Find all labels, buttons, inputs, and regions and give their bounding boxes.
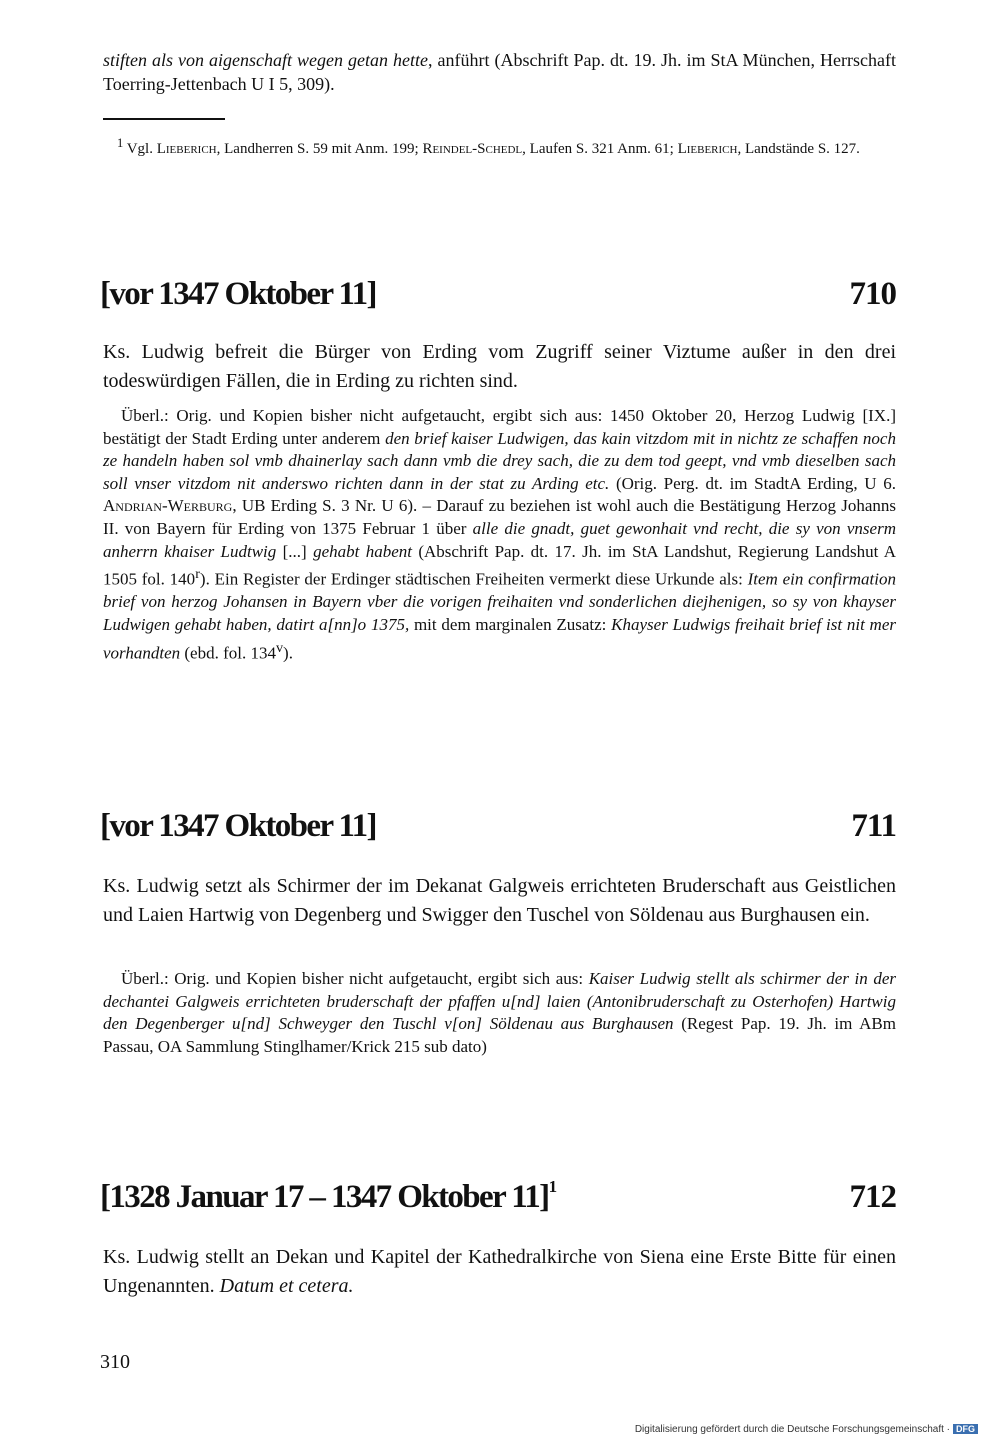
folio-side: r bbox=[195, 566, 200, 583]
note-quote: Khayser Ludwigs freihait brief ist nit mer vorhandten bbox=[103, 615, 896, 663]
note-text: (Regest Pap. 19. Jh. im ABm Passau, OA Sammlung Stinglhamer/Krick 215 sub dato) bbox=[103, 1014, 896, 1056]
dfg-logo: DFG bbox=[953, 1424, 978, 1434]
note-quote: Item ein confirmation brief von herzog Johansen in Bayern vber die vorigen freihaiten vnd sonderlichen diejhenigen, so sy von khayser Ludwigen gehabt haben, datirt a[nn]o 1375, bbox=[103, 569, 896, 634]
note-text: (Abschrift Pap. dt. 17. Jh. im StA Landshut, Regierung Landshut A 1505 fol. 140 bbox=[103, 541, 897, 589]
carryover-rest: , anführt (Abschrift Pap. dt. 19. Jh. im StA München, Herrschaft Toerring-Jettenbach U I 5, 309). bbox=[103, 50, 897, 94]
note-quote: alle die gnadt, guet gewonhait vnd recht, die sy von vnserm anherrn khaiser Ludtwig bbox=[103, 518, 896, 561]
footnote-ref: 1 bbox=[548, 1177, 556, 1196]
regest-italic: Datum et cetera. bbox=[219, 1275, 354, 1297]
note-text: Überl.: Orig. und Kopien bisher nicht aufgetaucht, ergibt sich aus: 1450 Oktober 20, Herzog Ludwig [IX.] bestätigt der Stadt Erding unter anderem bbox=[103, 406, 896, 448]
entry-regest-710: Ks. Ludwig befreit die Bürger von Erding vom Zugriff seiner Viztume außer in den drei todeswürdigen Fällen, die in Erding zu richten sind. bbox=[103, 341, 896, 392]
entry-number: 710 bbox=[849, 276, 896, 312]
note-author: Andrian-Werburg bbox=[103, 496, 233, 516]
note-text: ). bbox=[283, 643, 293, 663]
entry-header-712 bbox=[100, 1179, 896, 1227]
note-text: (Orig. Perg. dt. im StadtA Erding, U 6. bbox=[609, 473, 896, 493]
footnote-marker: 1 bbox=[117, 136, 124, 150]
carryover-italic: stiften als von aigenschaft wegen getan hette bbox=[103, 50, 428, 70]
footnote-rule bbox=[103, 118, 225, 120]
entry-date: [vor 1347 Oktober 11] bbox=[100, 276, 376, 312]
footnote-text: , Laufen S. 321 Anm. 61; bbox=[522, 141, 678, 157]
note-text: , UB Erding S. 3 Nr. U 6). – Darauf zu beziehen ist wohl auch die Bestätigung Herzog Johanns II. von Bayern für Erding von 1375 Februar 1 über bbox=[103, 496, 896, 538]
entry-number: 712 bbox=[849, 1179, 896, 1215]
note-quote: den brief kaiser Ludwigen, das kain vitzdom mit in nichtz ze schaffen noch ze handeln haben sol vmb dhainerlay sach dann vmb die drey sach, die zu dem tod geept, vnd vmb dieselben sach soll vnser vitzdom nit anderswo richten dann in der stat zu Arding etc. bbox=[103, 428, 896, 493]
note-quote: gehabt habent bbox=[313, 541, 412, 561]
note-text: Überl.: Orig. und Kopien bisher nicht aufgetaucht, ergibt sich aus: bbox=[121, 969, 589, 988]
footnote-text: Vgl. bbox=[123, 141, 157, 157]
footer-text: Digitalisierung gefördert durch die Deutsche Forschungsgemeinschaft · bbox=[634, 1424, 950, 1435]
regest-text: Ks. Ludwig stellt an Dekan und Kapitel der Kathedralkirche von Siena eine Erste Bitte für einen Ungenannten. bbox=[103, 1246, 896, 1297]
page-number: 310 bbox=[100, 1351, 130, 1373]
footnote-author: Reindel-Schedl bbox=[422, 141, 523, 157]
funding-footer bbox=[635, 1424, 978, 1435]
entry-date bbox=[100, 1179, 555, 1216]
footnote-author: Lieberich bbox=[677, 141, 738, 157]
footnote bbox=[103, 132, 896, 160]
entry-regest-711: Ks. Ludwig setzt als Schirmer der im Dekanat Galgweis errichteten Bruderschaft aus Geistlichen und Laien Hartwig von Degenberg und Swigger den Tuschel von Söldenau aus Burghausen ein. bbox=[103, 875, 896, 926]
entry-note-711 bbox=[103, 968, 896, 1058]
entry-date-text: [1328 Januar 17 – 1347 Oktober 11] bbox=[100, 1179, 549, 1215]
note-text: (ebd. fol. 134 bbox=[180, 643, 276, 663]
note-text: ). Ein Register der Erdinger städtischen Freiheiten vermerkt diese Urkunde als: bbox=[199, 569, 748, 589]
entry-note-710 bbox=[103, 405, 896, 665]
entry-number: 711 bbox=[851, 808, 896, 844]
entry-header-710 bbox=[100, 276, 896, 324]
carryover-paragraph bbox=[103, 48, 896, 96]
entry-header-711 bbox=[100, 808, 896, 856]
note-quote: Kaiser Ludwig stellt als schirmer der in der dechantei Galgweis errichteten bruderschaft der pfaffen u[nd] laien (Antonibruderschaft zu Osterhofen) Hartwig den Degenberger u[nd] Schweyger den Tuschl v[on] Söldenau aus Burghausen bbox=[103, 969, 897, 1034]
entry-date: [vor 1347 Oktober 11] bbox=[100, 808, 376, 844]
note-text: mit dem marginalen Zusatz: bbox=[409, 615, 612, 634]
folio-side: v bbox=[275, 639, 284, 656]
footnote-author: Lieberich bbox=[156, 141, 217, 157]
footnote-text: , Landstände S. 127. bbox=[737, 141, 860, 157]
entry-regest-712 bbox=[103, 1243, 896, 1301]
footnote-text: , Landherren S. 59 mit Anm. 199; bbox=[216, 141, 423, 157]
note-text: [...] bbox=[276, 541, 314, 561]
